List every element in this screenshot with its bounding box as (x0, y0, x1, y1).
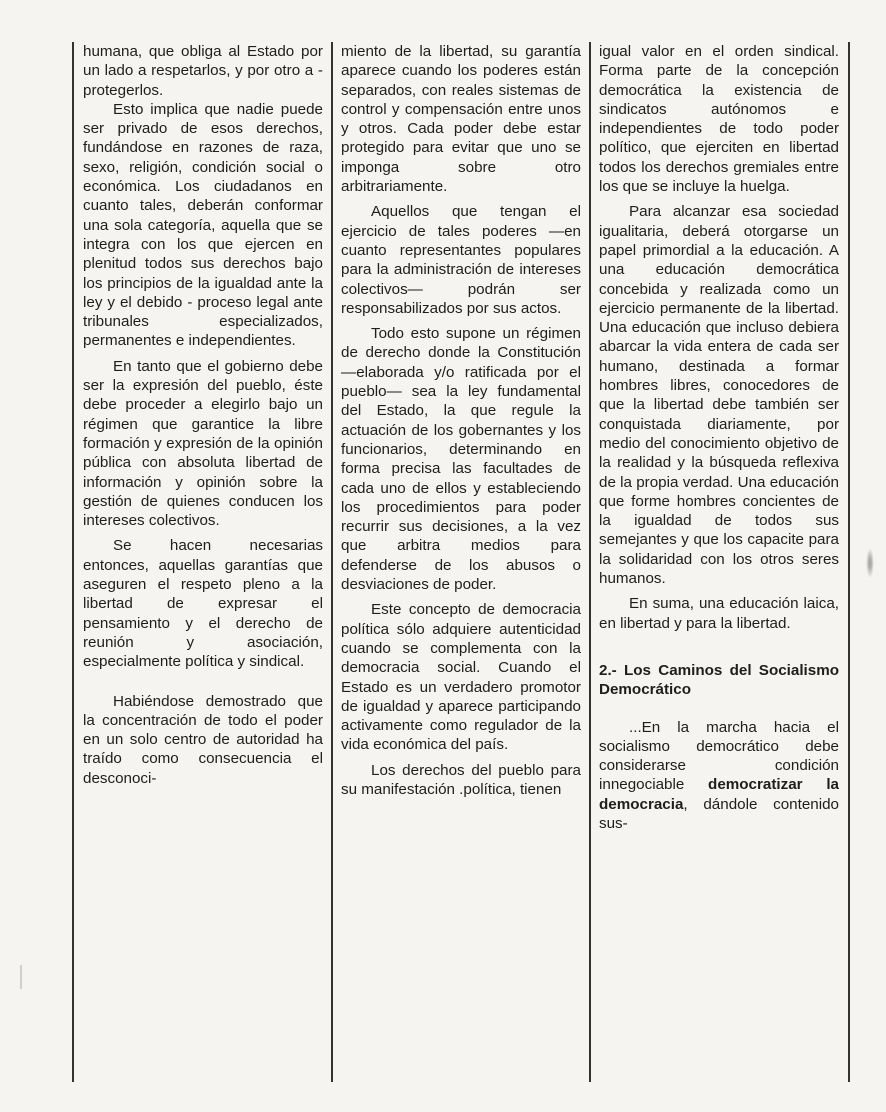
paragraph-text: , dándole contenido sus- (599, 795, 839, 832)
paragraph (599, 718, 839, 834)
ink-stain (866, 548, 874, 578)
margin-mark (20, 965, 22, 989)
paragraph: Los derechos del pueblo para su manifestación .política, tienen (341, 761, 581, 798)
column-rule (72, 42, 74, 1082)
paragraph: Esto implica que nadie puede ser privado de esos derechos, fundándose en razones de raza, sexo, religión, condición social o económica. Los ciudadanos en cuanto tales, deberán conformar una sola categoría, aquella que se integra con los que ejercen en plenitud todos sus derechos bajo los principios de la igualdad ante la ley y el debido - proceso legal ante tribunales especializados, permanentes e independientes. (83, 100, 323, 350)
section-heading: 2.- Los Caminos del Socialismo Democrático (599, 661, 839, 699)
paragraph: Se hacen necesarias entonces, aquellas garantías que aseguren el respeto pleno a la libertad de expresar el pensamiento y el derecho de reunión y asociación, especialmente política y sindical. (83, 537, 323, 671)
emphasis-text: democratizar la democracia (599, 776, 839, 813)
text-column-2 (341, 42, 581, 799)
text-column-3 (599, 42, 839, 833)
column-rule (331, 42, 333, 1082)
paragraph: Todo esto supone un régimen de derecho donde la Constitución —elaborada y/o ratificada por el pueblo— sea la ley fundamental del Estado, la que regule la actuación de los gobernantes y los funcionarios, determinando en forma precisa las facultades de cada uno de ellos y estableciendo los procedimientos para poder recurrir sus decisiones, a la vez que arbitra medios para defenderse de los abusos o desviaciones de poder. (341, 325, 581, 594)
paragraph: igual valor en el orden sindical. Forma parte de la concepción democrática la existencia de sindicatos autónomos e independientes de todo poder político, que ejerciten en libertad todos los derechos gremiales entre los que se incluye la huelga. (599, 43, 839, 196)
paragraph: En suma, una educación laica, en libertad y para la libertad. (599, 595, 839, 632)
paragraph: Aquellos que tengan el ejercicio de tales poderes —en cuanto representantes populares para la administración de intereses colectivos— podrán ser responsabilizados por sus actos. (341, 203, 581, 317)
column-rule (848, 42, 850, 1082)
paragraph: En tanto que el gobierno debe ser la expresión del pueblo, éste debe proceder a elegirlo bajo un régimen que garantice la libre formación y expresión de la opinión pública con absoluta libertad de información y opinión sobre la gestión de quienes conducen los intereses colectivos. (83, 357, 323, 530)
text-column-1 (83, 42, 323, 788)
paragraph: Para alcanzar esa sociedad igualitaria, deberá otorgarse un papel primordial a la educación. A una educación democrática concebida y realizada como un ejercicio permanente de la libertad. Una educación que incluso debiera abarcar la vida entera de cada ser humano, destinada a formar hombres libres, conocedores de que la libertad debe también ser conquistada diariamente, por medio del conocimiento objetivo de la realidad y la búsqueda reflexiva de la propia verdad. Una educación que forme hombres concientes de la igualdad de todos sus semejantes y que los capacite para la solidaridad con los otros seres humanos. (599, 203, 839, 588)
paragraph: Este concepto de democracia política sólo adquiere autenticidad cuando se complementa con la democracia social. Cuando el Estado es un verdadero promotor de igualdad y aparece participando activamente como regulador de la vida económica del país. (341, 601, 581, 754)
paragraph: humana, que obliga al Estado por un lado a respetarlos, y por otro a - protegerlos. (83, 43, 323, 99)
paragraph-text: ...En la marcha hacia el socialismo democrático debe considerarse condición innegociable (599, 718, 839, 794)
paragraph: Habiéndose demostrado que la concentración de todo el poder en un solo centro de autoridad ha traído como consecuencia el desconoci- (83, 692, 323, 787)
column-rule (589, 42, 591, 1082)
paragraph: miento de la libertad, su garantía aparece cuando los poderes están separados, con reales sistemas de control y compensación entre unos y otros. Cada poder debe estar protegido para evitar que uno se imponga sobre otro arbitrariamente. (341, 43, 581, 196)
